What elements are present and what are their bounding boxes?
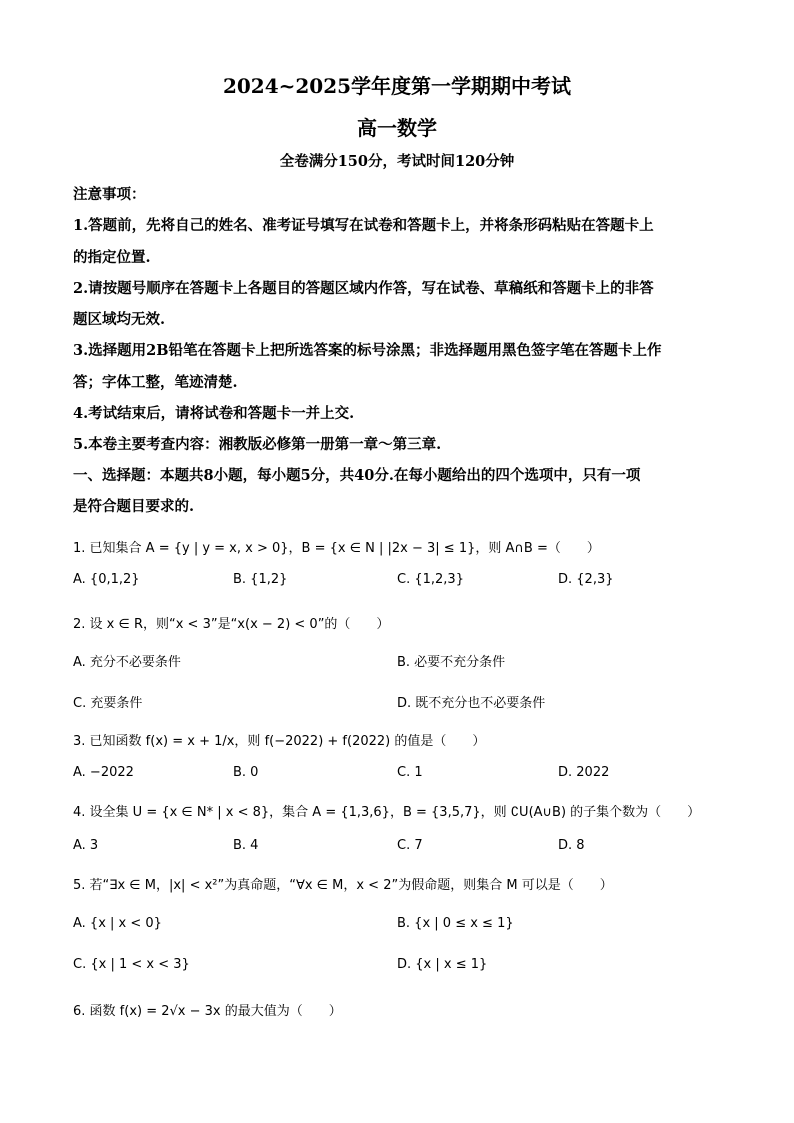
notice-line: 题区域均无效. bbox=[73, 311, 166, 328]
q4-option-c: C. 7 bbox=[397, 838, 423, 853]
q5-option-a: A. {x | x < 0} bbox=[73, 916, 162, 931]
q2-option-a: A. 充分不必要条件 bbox=[73, 655, 181, 670]
q4-option-d: D. 8 bbox=[558, 838, 585, 853]
notice-line: 2.请按题号顺序在答题卡上各题目的答题区域内作答，写在试卷、草稿纸和答题卡上的非答 bbox=[73, 280, 654, 297]
question-5-stem: 5. 若“∃x ∈ M，|x| < x²”为真命题，“∀x ∈ M，x < 2”为假命题，则集合 M 可以是（ ） bbox=[73, 878, 613, 893]
notice-line: 1.答题前，先将自己的姓名、准考证号填写在试卷和答题卡上，并将条形码粘贴在答题卡上 bbox=[73, 217, 654, 234]
q5-option-d: D. {x | x ≤ 1} bbox=[397, 957, 488, 972]
notice-line: 4.考试结束后，请将试卷和答题卡一并上交. bbox=[73, 405, 355, 422]
exam-info: 全卷满分150分，考试时间120分钟 bbox=[279, 153, 515, 170]
notice-line: 3.选择题用2B铅笔在答题卡上把所选答案的标号涂黑；非选择题用黑色签字笔在答题卡上作 bbox=[73, 342, 662, 359]
q2-option-c: C. 充要条件 bbox=[73, 696, 143, 711]
q1-option-a: A. {0,1,2} bbox=[73, 572, 140, 587]
q1-option-d: D. {2,3} bbox=[558, 572, 614, 587]
question-2-stem: 2. 设 x ∈ R，则“x < 3”是“x(x − 2) < 0”的（ ） bbox=[73, 617, 390, 632]
q5-option-b: B. {x | 0 ≤ x ≤ 1} bbox=[397, 916, 514, 931]
notice-line: 的指定位置. bbox=[73, 249, 151, 266]
q3-option-c: C. 1 bbox=[397, 765, 423, 780]
q4-option-b: B. 4 bbox=[233, 838, 259, 853]
q1-option-b: B. {1,2} bbox=[233, 572, 288, 587]
q3-option-b: B. 0 bbox=[233, 765, 259, 780]
question-3-stem: 3. 已知函数 f(x) = x + 1/x，则 f(−2022) + f(2022) 的值是（ ） bbox=[73, 734, 486, 749]
q2-option-b: B. 必要不充分条件 bbox=[397, 655, 506, 670]
question-1-stem: 1. 已知集合 A = {y | y = x, x > 0}，B = {x ∈ N | |2x − 3| ≤ 1}，则 A∩B =（ ） bbox=[73, 541, 600, 556]
notice-line: 答；字体工整，笔迹清楚. bbox=[73, 374, 238, 391]
question-6-stem: 6. 函数 f(x) = 2√x − 3x 的最大值为（ ） bbox=[73, 1004, 342, 1019]
q1-option-c: C. {1,2,3} bbox=[397, 572, 464, 587]
q5-option-c: C. {x | 1 < x < 3} bbox=[73, 957, 190, 972]
section-heading: 一、选择题：本题共8小题，每小题5分，共40分.在每小题给出的四个选项中，只有一项 bbox=[73, 467, 641, 484]
section-heading-cont: 是符合题目要求的. bbox=[73, 498, 195, 515]
notice-line: 5.本卷主要考查内容：湘教版必修第一册第一章～第三章. bbox=[73, 436, 442, 453]
q2-option-d: D. 既不充分也不必要条件 bbox=[397, 696, 546, 711]
q3-option-d: D. 2022 bbox=[558, 765, 610, 780]
q3-option-a: A. −2022 bbox=[73, 765, 134, 780]
q4-option-a: A. 3 bbox=[73, 838, 99, 853]
notice-heading: 注意事项： bbox=[73, 186, 146, 203]
exam-title: 2024~2025学年度第一学期期中考试 bbox=[222, 74, 572, 98]
exam-subject: 高一数学 bbox=[357, 116, 437, 140]
question-4-stem: 4. 设全集 U = {x ∈ N* | x < 8}，集合 A = {1,3,6}，B = {3,5,7}，则 ∁U(A∪B) 的子集个数为（ ） bbox=[73, 805, 701, 820]
